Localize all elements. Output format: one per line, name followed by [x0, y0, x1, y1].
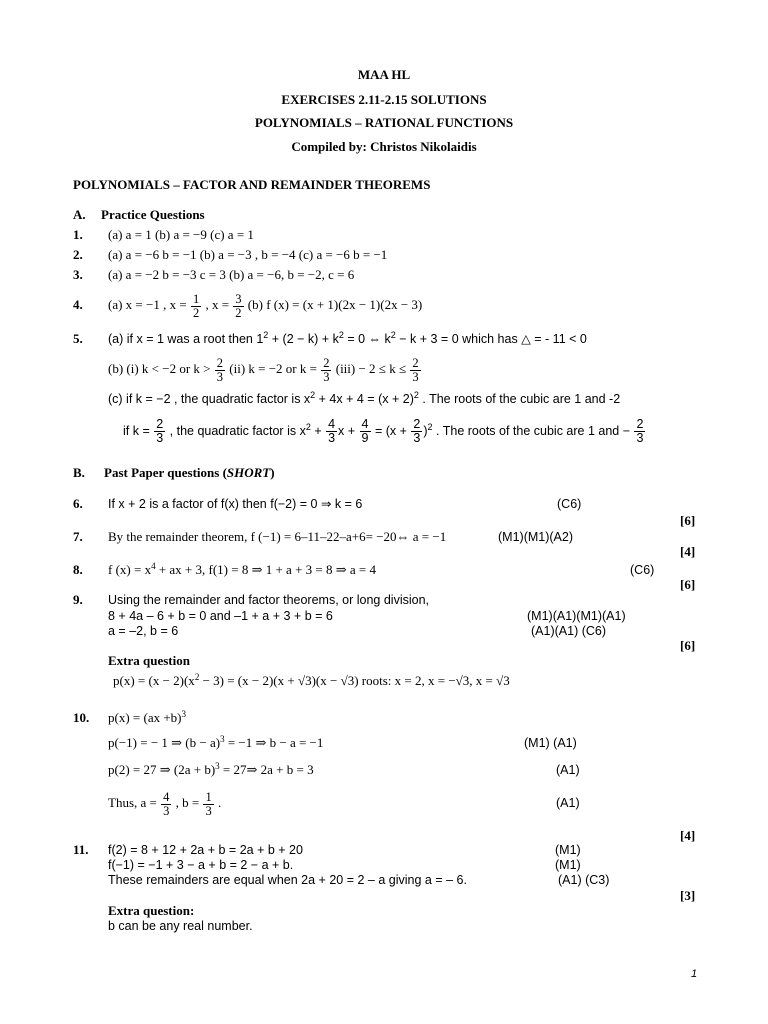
answer-line [0, 762, 768, 778]
answer-text: Using the remainder and factor theorems, or long division, [108, 593, 429, 607]
question-row [0, 592, 768, 608]
question-row [0, 842, 768, 858]
question-row [0, 247, 768, 263]
question-number: 10. [73, 710, 90, 725]
answer-text: (a) a = −2 b = −3 c = 3 (b) a = −6, b = −2, c = 6 [108, 267, 355, 282]
part-b-letter: B. [73, 465, 85, 480]
question-row [0, 290, 768, 320]
question-row [0, 331, 768, 347]
answer-line [0, 872, 768, 888]
fraction: $\frac{4}{3}$ [328, 417, 336, 446]
fraction: $\frac{1}{3}$ [205, 789, 212, 818]
mark-scheme: (A1) (C3) [558, 873, 610, 887]
question-row [0, 227, 768, 243]
topic-title: POLYNOMIALS – RATIONAL FUNCTIONS [254, 115, 514, 130]
extra-question-heading [0, 903, 768, 919]
course-title: MAA HL [357, 67, 411, 82]
section-heading [0, 177, 768, 193]
question-number: 9. [73, 592, 83, 607]
answer-text: b can be any real number. [108, 919, 253, 933]
answer-text: p(2) = 27 ⇒ $(2a + b)^3$ = 27⇒ 2a + b = 3 [108, 761, 314, 777]
question-number: 4. [73, 297, 83, 312]
part-a-letter: A. [73, 207, 86, 222]
question-total: [6] [680, 513, 696, 528]
answer-text: If x + 2 is a factor of f(x) then f(−2) = 0 ⇒ k = 6 [108, 497, 363, 511]
question-number: 2. [73, 247, 83, 262]
mark-scheme: (C6) [630, 563, 655, 577]
fraction: $\frac{2}{3}$ [412, 355, 419, 384]
fraction: $\frac{2}{3}$ [216, 355, 224, 384]
part-a-heading [0, 207, 768, 223]
question-total: [6] [680, 577, 696, 592]
fraction: $\frac{1}{2}$ [192, 291, 200, 320]
question-number: 5. [73, 331, 83, 346]
answer-text: p(−1) = − 1 ⇒ $(b - a)^3 = -1$ ⇒ b − a = −1 [108, 734, 324, 750]
answer-text: (a) if x = 1 was a root then $1^2 + (2 - k) + k^2 = 0$ ⇔ $k^2 - k + 3 = 0$ which has △ = - 11 < 0 [108, 330, 587, 346]
question-row [0, 267, 768, 283]
question-row [0, 562, 768, 578]
part-a-title: Practice Questions [101, 207, 205, 222]
answer-text: $p(x) = (x - 2)(x^2 - 3) = (x - 2)(x + √3)(x - √3)$ roots: x = 2, x = −√3, x = √3 [113, 672, 510, 688]
mark-scheme: (C6) [557, 497, 582, 511]
answer-text: p(x) = (ax +b)$^3$ [108, 709, 186, 725]
answer-text: f(2) = 8 + 12 + 2a + b = 2a + b + 20 [108, 843, 303, 857]
answer-line [0, 608, 768, 624]
answer-text: Thus, a = $\frac{4}{3}$ , b = $\frac{1}{3}$ . [108, 789, 222, 818]
exercises-title: EXERCISES 2.11-2.15 SOLUTIONS [281, 92, 487, 107]
answer-line [0, 788, 768, 818]
answer-line [0, 735, 768, 751]
question-number: 6. [73, 496, 83, 511]
extra-question-title: Extra question [108, 653, 190, 668]
fraction: $\frac{3}{2}$ [235, 291, 242, 320]
mark-scheme: (M1)(M1)(A2) [498, 530, 573, 544]
mark-scheme: (M1) (A1) [524, 736, 577, 750]
answer-line [0, 354, 768, 384]
answer-text: (c) if k = −2 , the quadratic factor is $x^2 + 4x + 4 = (x + 2)^2$ . The roots of the cubic are 1 and -2 [108, 390, 621, 406]
answer-text: if k = $\frac{2}{3}$ , the quadratic factor is $x^2$ + $\frac{4}{3}$ x + $\frac{4}{9}$ = (x + $\frac{2}{3}$ )$^2$ . The roots of the cubic are 1 and − $\frac{2}{3}$ [123, 417, 644, 446]
answer-text: These remainders are equal when 2a + 20 = 2 – a giving a = – 6. [108, 873, 467, 887]
question-total: [3] [680, 888, 696, 903]
fraction: $\frac{4}{3}$ [163, 789, 170, 818]
answer-text: (a) x = −1 , x = $\frac{1}{2}$ , x = $\frac{3}{2}$ (b) f (x) = (x + 1)(2x − 1)(2x − 3) [108, 291, 423, 320]
question-number: 3. [73, 267, 83, 282]
question-number: 7. [73, 529, 83, 544]
answer-line [0, 623, 768, 639]
question-total: [4] [680, 544, 696, 559]
question-number: 11. [73, 842, 89, 857]
answer-line [0, 673, 768, 689]
mark-scheme: (M1) [555, 858, 581, 872]
answer-line [0, 416, 768, 446]
question-number: 1. [73, 227, 83, 242]
question-number: 8. [73, 562, 83, 577]
extra-question-heading [0, 653, 768, 669]
question-total: [6] [680, 638, 696, 653]
part-b-heading [0, 465, 768, 481]
fraction: $\frac{4}{9}$ [361, 417, 369, 446]
answer-text: f $(x) = x^4$ + ax + 3, f(1) = 8 ⇒ 1 + a + 3 = 8 ⇒ a = 4 [108, 561, 376, 577]
question-row [0, 496, 768, 512]
question-total: [4] [680, 828, 696, 843]
question-row [0, 710, 768, 726]
mark-scheme: (M1)(A1)(M1)(A1) [527, 609, 626, 623]
fraction: $\frac{2}{3}$ [413, 417, 421, 446]
mark-scheme: (M1) [555, 843, 581, 857]
answer-text: 8 + 4a – 6 + b = 0 and –1 + a + 3 + b = 6 [108, 609, 333, 623]
mark-scheme: (A1) [556, 796, 580, 810]
fraction: $\frac{2}{3}$ [156, 417, 164, 446]
answer-text: a = –2, b = 6 [108, 624, 179, 638]
extra-question-title: Extra question: [108, 903, 195, 918]
answer-text: By the remainder theorem, f (−1) = 6–11–22–a+6= −20⇔ a = −1 [108, 529, 447, 544]
part-b-title: Past Paper questions (SHORT) [104, 465, 275, 480]
answer-text: f(−1) = −1 + 3 − a + b = 2 − a + b. [108, 858, 294, 872]
page-number: 1 [691, 968, 698, 980]
answer-line [0, 391, 768, 407]
fraction: $\frac{2}{3}$ [636, 417, 644, 446]
section-title: POLYNOMIALS – FACTOR AND REMAINDER THEOREMS [73, 177, 431, 192]
answer-text: (a) a = −6 b = −1 (b) a = −3 , b = −4 (c) a = −6 b = −1 [108, 247, 388, 262]
answer-text: (b) (i) k < −2 or k > $\frac{2}{3}$ (ii) k = −2 or k = $\frac{2}{3}$ (iii) − 2 ≤ k ≤ $\frac{2}{3}$ [108, 355, 419, 384]
answer-line [0, 857, 768, 873]
compiled-by: Compiled by: Christos Nikolaidis [291, 139, 477, 154]
answer-text: (a) a = 1 (b) a = −9 (c) a = 1 [108, 227, 254, 242]
question-row [0, 529, 768, 545]
answer-line [0, 918, 768, 934]
mark-scheme: (A1)(A1) (C6) [531, 624, 607, 638]
fraction: $\frac{2}{3}$ [323, 355, 330, 384]
mark-scheme: (A1) [556, 763, 580, 777]
